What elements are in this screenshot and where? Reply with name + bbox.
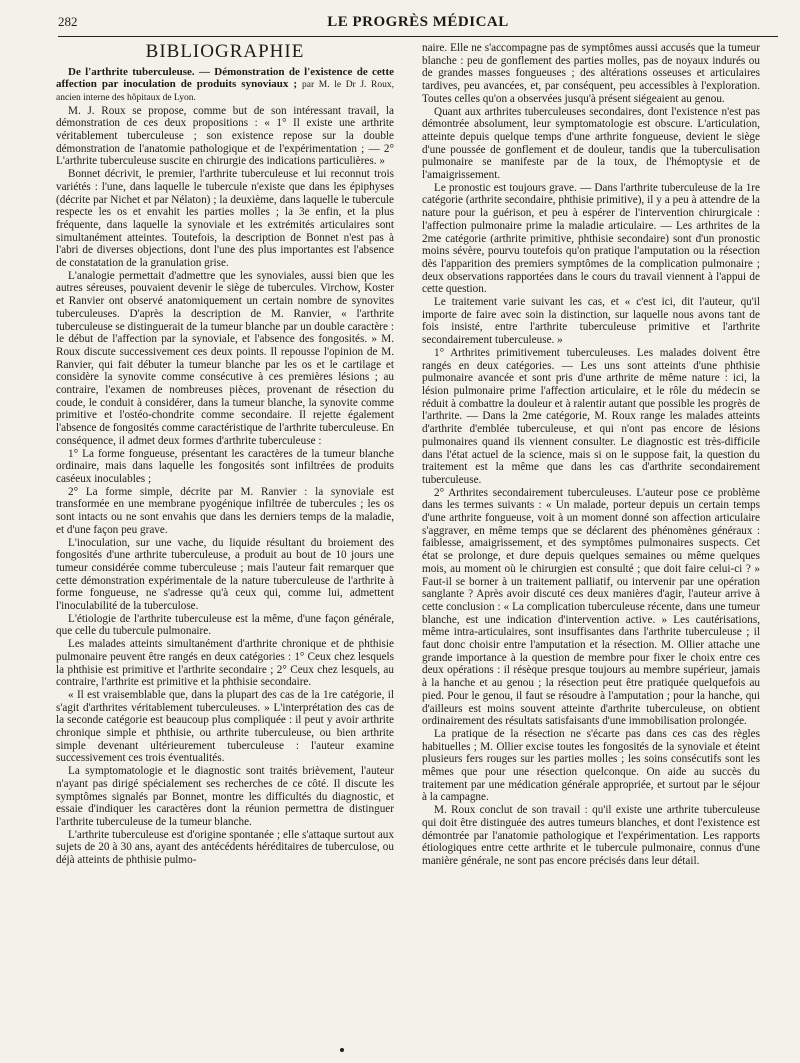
paragraph: M. Roux conclut de son travail : qu'il existe une arthrite tuberculeuse qui doit être distinguée des autres tumeurs blanches, et dont l'existence est démontrée par l'anatomie pathologique et l'expérimentation. Les rapports étiologiques entre cette arthrite et le tubercule pulmonaire, connus d'une manière générale, ne sont pas encore précisés dans leur détail. xyxy=(422,804,760,867)
paragraph: Les malades atteints simultanément d'arthrite chronique et de phthisie pulmonaire peuvent être rangés en deux catégories : 1° Ceux chez lesquels la phthisie est primitive et l'arthrite secondaire ; 2° Ceux chez lesquels, au contraire, l'arthrite est primitive et la phthisie secondaire. xyxy=(56,638,394,689)
header-rule xyxy=(58,36,778,37)
paragraph: 2° La forme simple, décrite par M. Ranvier : la synoviale est transformée en une membrane pyogénique infiltrée de tubercules ; les os sont intacts ou ne sont envahis que dans les derniers temps de la maladie, et d'une façon peu grave. xyxy=(56,485,394,536)
running-head: LE PROGRÈS MÉDICAL xyxy=(327,14,509,30)
paragraph: Quant aux arthrites tuberculeuses secondaires, dont l'existence n'est pas démontrée absolument, leur symptomatologie est obscure. L'articulation, atteinte depuis quelque temps d'une arthrite fongueuse, devient le siège d'une poussée de gonflement et de douleur, tandis que la tuberculisation pulmonaire se manifeste par de la toux, de l'hémoptysie et de l'amaigrissement. xyxy=(422,105,760,182)
paragraph: L'étiologie de l'arthrite tuberculeuse est la même, d'une façon générale, que celle du tubercule pulmonaire. xyxy=(56,612,394,638)
paragraph: naire. Elle ne s'accompagne pas de symptômes aussi accusés que la tumeur blanche : peu de gonflement des parties molles, pas de noyaux indurés ou de grandes masses fongueuses ; des altérations osseuses et articulaires tardives, peu avancées, et, par conséquent, peu accessibles à l'exploration. Toutes celles qu'on a observées jusqu'à présent siégeaient au genou. xyxy=(422,42,760,105)
page-number: 282 xyxy=(58,14,78,29)
paragraph: Le traitement varie suivant les cas, et « c'est ici, dit l'auteur, qu'il importe de faire avec soin la distinction, sur laquelle nous avons tant de fois insisté, entre l'arthrite tuberculeuse primitive et l'arthrite secondairement tuberculeuse. » xyxy=(422,296,760,347)
entry-title xyxy=(56,66,394,105)
paragraph: La pratique de la résection ne s'écarte pas dans ces cas des règles habituelles ; M. Ollier excise toutes les fongosités de la synoviale et éteint plusieurs fers rouges sur les parties molles ; les soins consécutifs sont les mêmes que pour une résection quelconque. On aide au succès du traitement par une médication générale appropriée, et surtout par le séjour à la campagne. xyxy=(422,727,760,804)
page-header xyxy=(58,14,778,36)
paragraph: L'inoculation, sur une vache, du liquide résultant du broiement des fongosités d'une arthrite tuberculeuse, a produit au bout de 10 jours une tumeur considérée comme tuberculeuse ; mais l'auteur fait remarquer que cette démonstration expérimentale de la nature tuberculeuse de l'arthrite à forme fongueuse, ne s'adresse qu'à ceux qui, comme lui, admettent l'inoculabilité de la tuberculose. xyxy=(56,536,394,613)
paragraph: 2° Arthrites secondairement tuberculeuses. L'auteur pose ce problème dans les termes suivants : « Un malade, porteur depuis un certain temps d'une arthrite fongueuse, voit à un moment donné son affection articulaire s'aggraver, en même temps que se déclarent des phénomènes généraux : faiblesse, amaigrissement, et des symptômes pulmonaires suspects. Cet état se prolonge, et dure depuis quelques semaines ou même quelques mois, au moment où le chirurgien est consulté ; que doit faire celui-ci ? » Faut-il se borner à un traitement palliatif, ou intervenir par une opération sanglante ? Après avoir discuté ces deux manières d'agir, l'auteur arrive à cette conclusion : « La complication tuberculeuse récente, dans une tumeur blanche, est une indication d'intervention active. » Les cautérisations, même intra-articulaires, sont insuffisantes dans l'arthrite tuberculeuse ; il faut donc choisir entre l'amputation et la résection. M. Ollier attache une grande importance à la question de membre pour fixer le choix entre ces deux opérations : il résèque presque toujours au membre supérieur, jamais à la hanche et au genou ; la résection peut être pratiquée quelquefois au pied. Pour le genou, il faut se résoudre à l'amputation ; pour la hanche, qui d'ailleurs est moins souvent atteinte d'arthrite tuberculeuse, on obtient ordinairement des résultats satisfaisants d'une immobilisation prolongée. xyxy=(422,486,760,728)
section-title: BIBLIOGRAPHIE xyxy=(145,41,305,62)
paragraph: La symptomatologie et le diagnostic sont traités brièvement, l'auteur n'ayant pas dirigé spécialement ses recherches de ce côté. Il discute les symptômes signalés par Bonnet, montre les difficultés du diagnostic, et essaie d'indiquer les caractères dont la réunion permettra de distinguer l'arthrite tuberculeuse de la tumeur blanche. xyxy=(56,765,394,828)
paragraph: Le pronostic est toujours grave. — Dans l'arthrite tuberculeuse de la 1re catégorie (arthrite secondaire, phthisie primitive), il y a peu à attendre de la nature pour la guérison, et peu à espérer de l'intervention chirurgicale : l'affection pulmonaire prime la maladie articulaire. — Les arthrites de la 2me catégorie (arthrite primitive, phthisie secondaire) sont d'un pronostic moins sévère, pourvu toutefois qu'on pratique l'amputation ou la résection dès l'apparition des premiers symptômes de la complication pulmonaire ; deux observations rapportées dans le cours du travail viennent à l'appui de cette question. xyxy=(422,181,760,296)
paragraph: 1° Arthrites primitivement tuberculeuses. Les malades doivent être rangés en deux catégories. — Les uns sont atteints d'une phthisie pulmonaire avancée et sont pris d'une arthrite de même nature : ici, la lésion pulmonaire prime l'affection articulaire, et le rôle du médecin se réduit à combattre la douleur et à ralentir autant que possible les progrès de l'arthrite. — Dans la 2me catégorie, M. Roux range les malades atteints d'arthrite d'emblée tuberculeuse, et qui n'ont pas encore de lésions pulmonaires quand ils viennent consulter. Le diagnostic est très-difficile dans l'état actuel de la science, mais si on le suppose fait, la question du traitement est la même que dans les cas d'arthrite secondairement tuberculeuse. xyxy=(422,346,760,486)
paragraph: M. J. Roux se propose, comme but de son intéressant travail, la démonstration de ces deux propositions : « 1° Il existe une arthrite véritablement tuberculeuse ; son existence repose sur la double démonstration de l'anatomie pathologique et de l'expérimentation ; — 2° L'arthrite tuberculeuse suscite en chirurgie des indications particulières. » xyxy=(56,104,394,168)
footer-bullet xyxy=(340,1048,344,1052)
entry-byline: par M. le Dr J. Roux, ancien interne des hôpitaux de Lyon. xyxy=(56,80,394,104)
right-column xyxy=(422,42,760,868)
entry-title-text: De l'arthrite tuberculeuse. — Démonstration de l'existence de cette affection par inoculation de produits synoviaux ; xyxy=(56,66,394,91)
paragraph: Bonnet décrivit, le premier, l'arthrite tuberculeuse et lui reconnut trois variétés : l'une, dans laquelle le tubercule n'existe que dans les épiphyses (décrite par Nichet et par Nélaton) ; la deuxième, dans laquelle le tubercule respecte les os et envahit les parties molles ; la 3e enfin, et la plus fréquente, dans laquelle la synoviale et les extrémités articulaires sont simultanément atteintes. Toutefois, la description de Bonnet n'est pas à l'abri de diverses objections, dont l'une des plus importantes est l'absence de constatation de la granulation grise. xyxy=(56,168,394,270)
paragraph: 1° La forme fongueuse, présentant les caractères de la tumeur blanche ordinaire, mais dans laquelle les fongosités sont infiltrées de produits caséeux inoculables ; xyxy=(56,447,394,485)
paragraph: L'analogie permettait d'admettre que les synoviales, aussi bien que les autres séreuses, pouvaient devenir le siège de tubercules. Virchow, Koster et Ranvier ont observé anatomiquement un certain nombre de synovites tuberculeuses. D'après la description de M. Ranvier, « l'arthrite tuberculeuse se distinguerait de la tumeur blanche par un double caractère : le début de l'affection par la synoviale, et l'absence des fongosités. » M. Roux discute successivement ces deux points. Il repousse l'opinion de M. Ranvier, qui fait débuter la tumeur blanche par les os et le cartilage et considère la synovite comme consécutive à ces premières lésions ; au contraire, l'examen de nombreuses pièces, provenant de résection du coude, le conduit à considérer, dans la tumeur blanche, la synovite comme primitive et l'ostéo-chondrite comme secondaire. Il rejette également l'absence de fongosités comme caractéristique de l'arthrite tuberculeuse. En conséquence, il admet deux formes d'arthrite tuberculeuse : xyxy=(56,269,394,447)
paragraph: L'arthrite tuberculeuse est d'origine spontanée ; elle s'attaque surtout aux sujets de 20 à 30 ans, ayant des antécédents héréditaires de tuberculose, ou déjà atteints de phthisie pulmo- xyxy=(56,828,394,867)
paragraph: « Il est vraisemblable que, dans la plupart des cas de la 1re catégorie, il s'agit d'arthrites véritablement tuberculeuses. » L'interprétation des cas de la seconde catégorie est beaucoup plus compliquée : il peut y avoir arthrite chronique simple et phthisie, ou arthrite tuberculeuse, ou bien arthrite simple devenant ultérieurement tuberculeuse : l'auteur examine successivement ces trois éventualités. xyxy=(56,688,394,765)
left-column xyxy=(56,42,394,867)
